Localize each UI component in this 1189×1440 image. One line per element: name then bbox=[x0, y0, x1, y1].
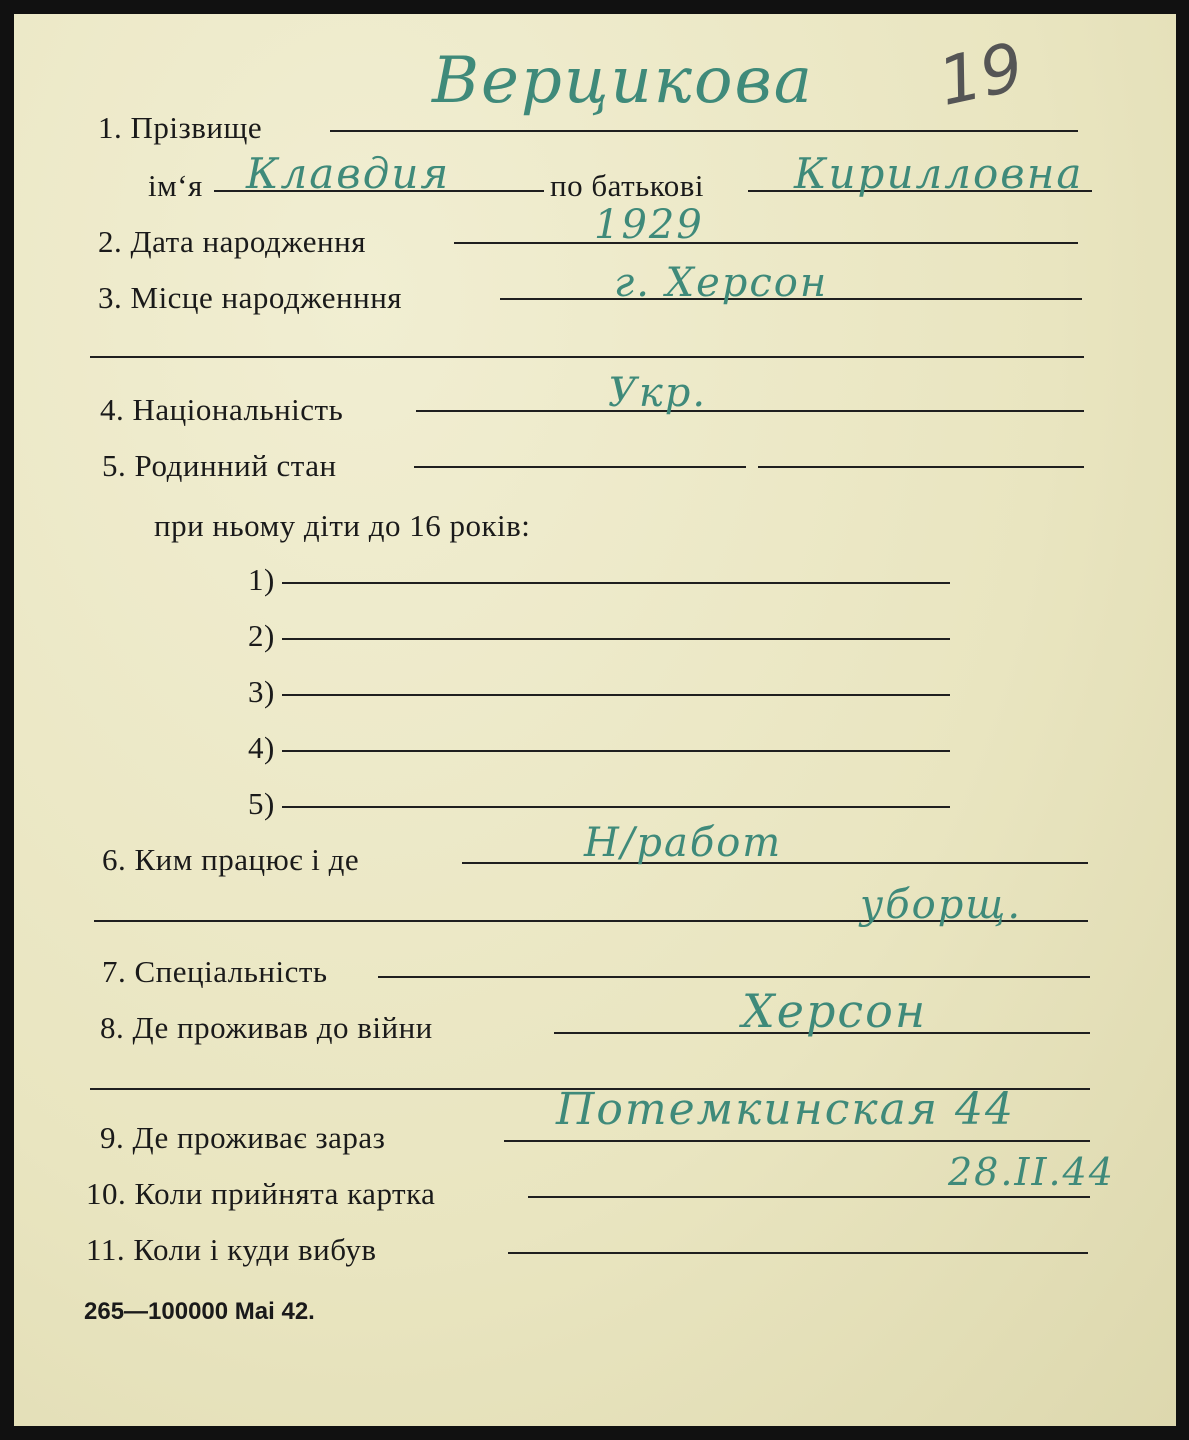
label-first-name: ім‘я bbox=[148, 168, 203, 203]
hand-nationality: Укр. bbox=[608, 370, 708, 416]
line-specialty bbox=[378, 976, 1090, 978]
registration-card bbox=[14, 14, 1176, 1426]
hand-patronymic: Кирилловна bbox=[794, 149, 1084, 198]
line-child-2 bbox=[282, 638, 950, 640]
label-card-accepted: 10. Коли прийнята картка bbox=[86, 1176, 436, 1211]
print-run-footer: 265—100000 Mai 42. bbox=[84, 1298, 315, 1325]
label-birth-place: 3. Місце народженння bbox=[98, 280, 403, 315]
hand-prewar-residence: Херсон bbox=[742, 984, 928, 1038]
hand-birth-year: 1929 bbox=[594, 202, 704, 248]
line-marital-status-a bbox=[414, 466, 746, 468]
hand-occupation-2: уборщ. bbox=[860, 882, 1023, 928]
label-children: при ньому діти до 16 років: bbox=[154, 508, 531, 543]
card-number: 19 bbox=[931, 28, 1031, 121]
line-birth-place-2 bbox=[90, 356, 1084, 358]
line-card-accepted bbox=[528, 1196, 1090, 1198]
line-current-residence bbox=[504, 1140, 1090, 1142]
line-child-3 bbox=[282, 694, 950, 696]
line-marital-status-b bbox=[758, 466, 1084, 468]
label-birth-date: 2. Дата народження bbox=[98, 224, 366, 259]
line-child-4 bbox=[282, 750, 950, 752]
line-departure bbox=[508, 1252, 1088, 1254]
label-departure: 11. Коли і куди вибув bbox=[86, 1232, 377, 1267]
line-nationality bbox=[416, 410, 1084, 412]
label-occupation: 6. Ким працює і де bbox=[102, 842, 360, 877]
hand-occupation: Н/работ bbox=[584, 820, 783, 866]
hand-current-residence: Потемкинская 44 bbox=[556, 1084, 1015, 1135]
label-prewar-residence: 8. Де проживав до війни bbox=[100, 1010, 433, 1045]
label-surname: 1. Прізвище bbox=[98, 110, 263, 145]
label-child-3: 3) bbox=[248, 674, 275, 709]
label-current-residence: 9. Де проживає зараз bbox=[100, 1120, 386, 1155]
label-nationality: 4. Національність bbox=[100, 392, 344, 427]
label-patronymic: по батькові bbox=[550, 168, 704, 203]
label-specialty: 7. Спеціальність bbox=[102, 954, 328, 989]
hand-birth-place: г. Херсон bbox=[614, 260, 829, 306]
line-child-1 bbox=[282, 582, 950, 584]
line-child-5 bbox=[282, 806, 950, 808]
hand-card-date: 28.II.44 bbox=[948, 1150, 1115, 1194]
hand-surname: Верцикова bbox=[432, 44, 814, 118]
label-marital-status: 5. Родинний стан bbox=[102, 448, 337, 483]
label-child-4: 4) bbox=[248, 730, 275, 765]
label-child-1: 1) bbox=[248, 562, 275, 597]
line-birth-date bbox=[454, 242, 1078, 244]
label-child-5: 5) bbox=[248, 786, 275, 821]
hand-first-name: Клавдия bbox=[246, 149, 451, 198]
label-child-2: 2) bbox=[248, 618, 275, 653]
line-surname bbox=[330, 130, 1078, 132]
